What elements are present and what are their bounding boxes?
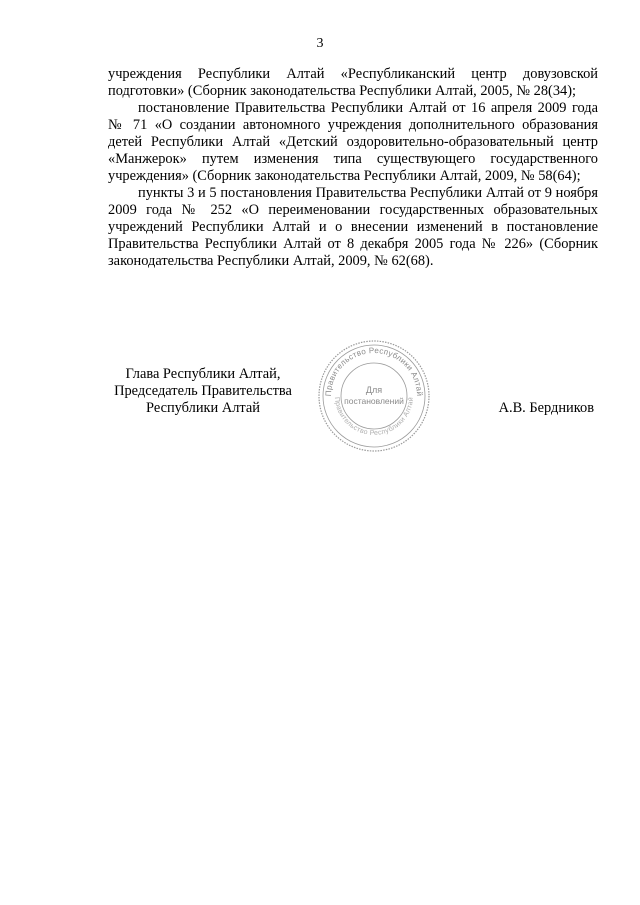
paragraph-decree-71: постановление Правительства Республики Алтай от 16 апреля 2009 года № 71 «О создании автономного учреждения дополнительного образования детей Республики Алтай «Детский оздоровительно-образовательный центр «Манжерок» путем изменения типа существующего государственного учреждения» (Сборник законодательства Республики Алтай, 2009, № 58(64); [108,100,598,184]
signatory-title-line: Республики Алтай [146,400,260,416]
paragraph-continuation: учреждения Республики Алтай «Республиканский центр довузовской подготовки» (Сборник законодательства Республики Алтай, 2005, № 28(34); [108,66,598,99]
seal-center-line-1: Для [365,385,383,395]
seal-outer-text: Правительство Республики Алтай [323,345,425,397]
signatory-title-line: Председатель Правительства [114,383,292,399]
page-number: 3 [316,36,324,51]
document-body [108,66,598,270]
signatory-name: А.В. Бердников [498,400,594,416]
signatory-title-line: Глава Республики Алтай, [125,366,281,382]
paragraph-decree-252: пункты 3 и 5 постановления Правительства Республики Алтай от 9 ноября 2009 года № 252 «О переименовании государственных образовательных учреждений Республики Алтай и о внесении изменений в постановление Правительства Республики Алтай от 8 декабря 2005 года № 226» (Сборник законодательства Республики Алтай, 2009, № 62(68). [108,185,598,269]
official-seal [315,337,433,455]
seal-outer-text-bottom: Правительство Республики Алтай [332,396,416,438]
seal-center-line-2: постановлений [344,396,404,406]
signatory-title [108,366,298,417]
